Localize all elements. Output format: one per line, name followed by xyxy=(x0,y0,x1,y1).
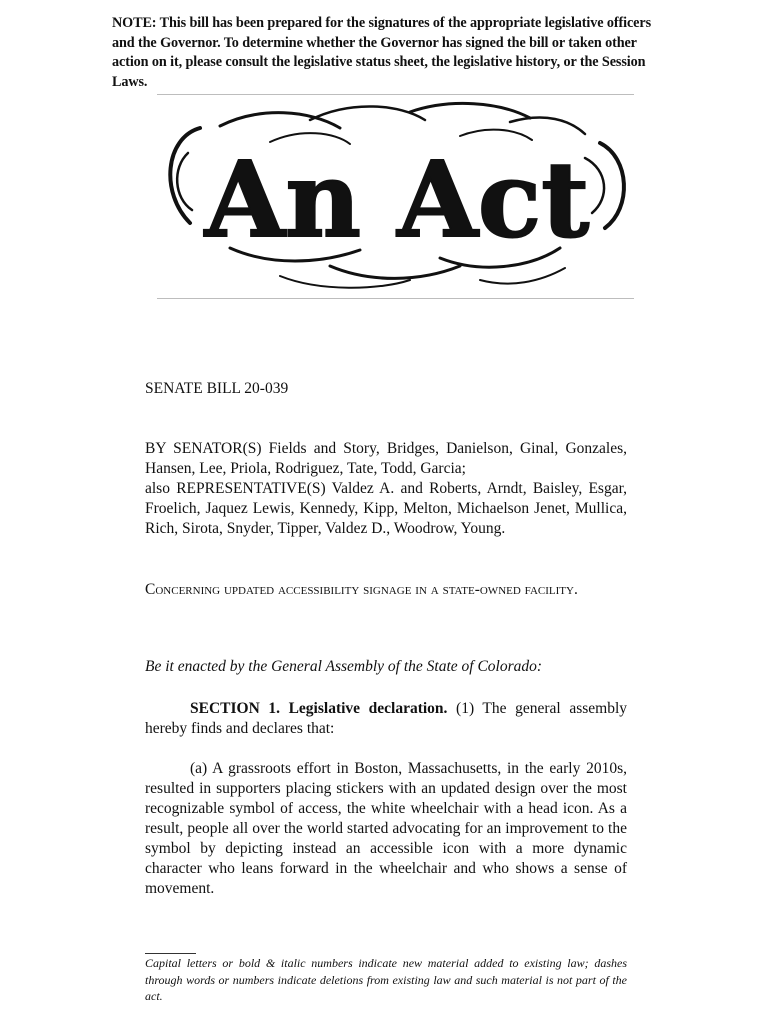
an-act-banner xyxy=(160,98,634,296)
banner-top-rule xyxy=(157,94,634,95)
section-1 xyxy=(145,699,627,739)
paragraph-a: (a) A grassroots effort in Boston, Massachusetts, in the early 2010s, resulted in supporters placing stickers with an updated design over the most recognizable symbol of access, the white wheelchair with a head icon. As a result, people all over the world started advocating for an improvement to the symbol by depicting instead an accessible icon with a more dynamic character who leans forward in the wheelchair and who shows a sense of movement. xyxy=(145,760,627,897)
banner-text: An Act xyxy=(204,138,590,261)
enacting-clause: Be it enacted by the General Assembly of the State of Colorado: xyxy=(145,658,543,675)
footnote-rule xyxy=(145,953,196,954)
bill-title xyxy=(145,579,627,600)
status-note: NOTE: This bill has been prepared for the signatures of the appropriate legislative officers and the Governor. To determine whether the Governor has signed the bill or taken other action on it, please consult the legislative status sheet, the legislative history, or the Session Laws. xyxy=(112,15,651,90)
section-1-heading: SECTION 1. Legislative declaration. xyxy=(190,700,448,717)
ornate-an-act-banner-icon xyxy=(160,98,634,296)
senate-sponsors: BY SENATOR(S) Fields and Story, Bridges, Danielson, Ginal, Gonzales, Hansen, Lee, Priola, Rodriguez, Tate, Todd, Garcia; xyxy=(145,440,627,477)
house-sponsors: also REPRESENTATIVE(S) Valdez A. and Roberts, Arndt, Baisley, Esgar, Froelich, Jaquez Lewis, Kennedy, Kipp, Melton, Michaelson Jenet, Mullica, Rich, Sirota, Snyder, Tipper, Valdez D., Woodrow, Young. xyxy=(145,480,627,537)
banner-bottom-rule xyxy=(157,298,634,299)
footnote: Capital letters or bold & italic numbers indicate new material added to existing law; dashes through words or numbers indicate deletions from existing law and such material is not part of the act. xyxy=(145,956,627,1003)
bill-number: SENATE BILL 20-039 xyxy=(145,380,289,397)
sponsors-block xyxy=(145,439,627,539)
section-1-intro: (1) The general assembly hereby finds and declares that: xyxy=(145,700,628,737)
bill-title-text: Concerning updated accessibility signage in a state-owned facility. xyxy=(145,581,578,598)
